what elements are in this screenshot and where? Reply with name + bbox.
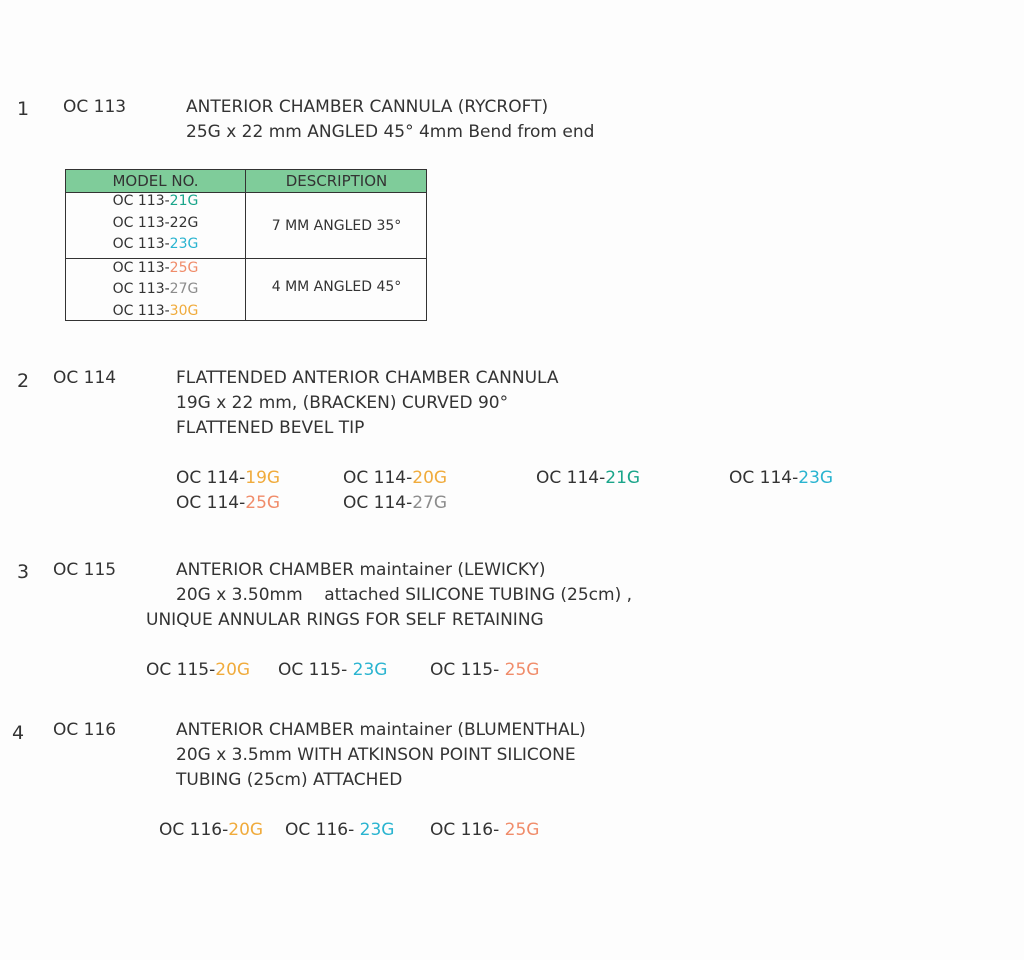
product-spec: 20G x 3.50mm attached SILICONE TUBING (25cm) , [176,585,633,605]
table-cell-model: OC 113-21G [112,193,199,209]
table-cell-model: OC 113-23G [112,236,199,252]
section-number: 4 [12,722,25,744]
product-title: ANTERIOR CHAMBER CANNULA (RYCROFT) [186,97,549,117]
section-number: 3 [17,561,30,583]
product-code: OC 113 [63,97,127,117]
product-spec: 25G x 22 mm ANGLED 45° 4mm Bend from end [186,122,595,142]
variant-code: OC 114-23G [729,468,834,488]
product-spec: UNIQUE ANNULAR RINGS FOR SELF RETAINING [146,610,544,630]
row-divider [66,258,426,259]
variant-code: OC 116- 23G [285,820,395,840]
variant-code: OC 114-21G [536,468,641,488]
variant-code: OC 114-20G [343,468,448,488]
product-title: ANTERIOR CHAMBER maintainer (BLUMENTHAL) [176,720,586,740]
model-table [65,169,427,321]
table-cell-model: OC 113-22G [112,215,199,231]
variant-code: OC 114-25G [176,493,281,513]
section-number: 1 [17,98,30,120]
product-title: ANTERIOR CHAMBER maintainer (LEWICKY) [176,560,546,580]
table-header [66,170,426,193]
product-spec: 20G x 3.5mm WITH ATKINSON POINT SILICONE [176,745,576,765]
table-cell-model: OC 113-30G [112,303,199,319]
table-cell-description: 4 MM ANGLED 45° [271,279,402,295]
product-spec: FLATTENED BEVEL TIP [176,418,365,438]
variant-code: OC 115- 23G [278,660,388,680]
variant-code: OC 116-20G [159,820,264,840]
variant-code: OC 114-27G [343,493,448,513]
variant-code: OC 114-19G [176,468,281,488]
product-title: FLATTENDED ANTERIOR CHAMBER CANNULA [176,368,559,388]
variant-code: OC 116- 25G [430,820,540,840]
column-divider [245,170,246,320]
variant-code: OC 115- 25G [430,660,540,680]
product-spec: 19G x 22 mm, (BRACKEN) CURVED 90° [176,393,509,413]
product-code: OC 116 [53,720,117,740]
section-number: 2 [17,370,30,392]
table-cell-description: 7 MM ANGLED 35° [271,218,402,234]
product-spec: TUBING (25cm) ATTACHED [176,770,403,790]
table-cell-model: OC 113-27G [112,281,199,297]
header-model-no: MODEL NO. [112,172,199,190]
product-code: OC 114 [53,368,117,388]
product-code: OC 115 [53,560,117,580]
variant-code: OC 115-20G [146,660,251,680]
header-description: DESCRIPTION [285,172,388,190]
table-cell-model: OC 113-25G [112,260,199,276]
